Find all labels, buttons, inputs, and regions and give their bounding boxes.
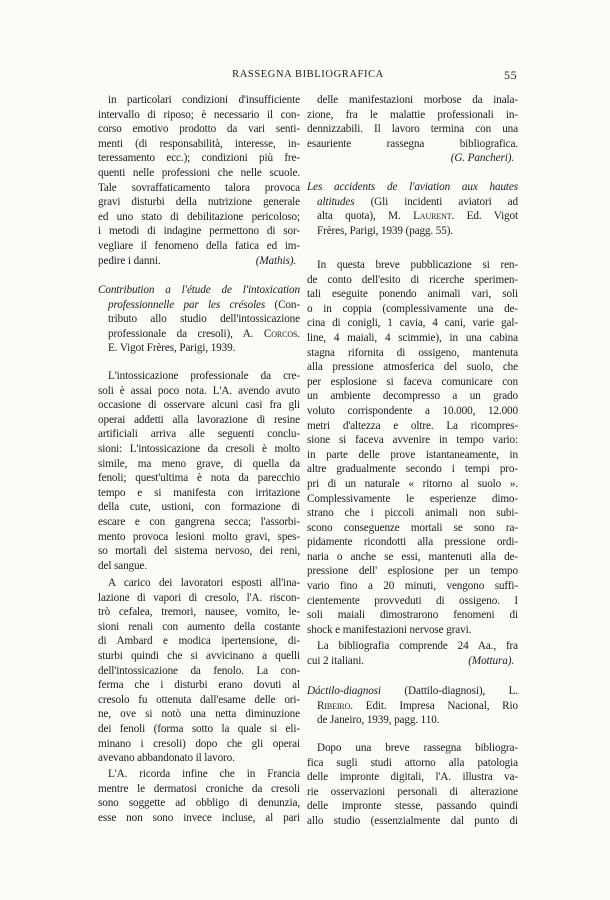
text-run: un ambiente decompresso a un grado [307,390,518,403]
text-line [98,515,300,530]
text-run: pedire i danni. [98,254,161,267]
text-line [98,737,300,752]
text-run: lazione di vapori di cresolo, l'A. riscon- [98,591,300,604]
text-line [98,457,300,472]
text-line [307,258,518,273]
text-run: dei fenoli (forma sotto la quale si eli- [98,722,300,735]
text-line [98,239,300,254]
text-line [307,360,518,375]
text-run: minano i cresoli) dopo che gli operai [98,737,300,750]
text-run: menti (di responsabilità, interesse, in- [98,137,300,150]
text-line [307,492,518,507]
text-line [307,579,518,594]
text-run: In questa breve pubblicazione si ren- [317,259,518,271]
text-run: mentre le dermatosi croniche da cresoli [98,782,300,795]
text-run: vegliare il fenomeno della fatica ed im- [98,239,300,252]
text-line [307,389,518,404]
text-line [307,346,518,361]
text-run: di Ambard e modica ipertensione, di- [98,635,300,648]
text-line [98,796,300,811]
text-run: alta quota), M. [317,210,414,223]
bibliographic-entry-title [307,180,518,238]
text-run: soli è assai poco nota. L'A. avendo avuto [98,384,300,397]
text-line [307,462,518,477]
text-line [98,693,300,708]
text-run: trò cefalea, tremori, nausee, vomito, le- [98,606,300,619]
text-line [98,327,300,342]
text-run: ed uno stato di debilitazione pericoloso; [98,210,300,223]
paragraph [307,639,518,668]
text-line [307,404,518,419]
text-line [98,210,300,225]
text-run: delle manifestazioni morbose da inala- [317,94,518,106]
text-run: sono soggette ad obbligo di denunzia, [98,797,300,810]
text-line [98,427,300,442]
text-line [98,442,300,457]
text-run: ne, ove si notò una netta diminuzione [98,708,300,721]
text-line [307,654,518,669]
text-line [307,699,518,714]
text-line [98,530,300,545]
text-line [98,811,300,826]
text-line [98,782,300,797]
text-line [307,550,518,565]
text-run: esse non sono invece incluse, al pari [98,811,300,824]
text-run: La bibliografia comprende 24 Aa., fra [317,640,518,652]
author-name: Ribeiro [317,699,351,712]
text-run: de Janeiro, 1939, pagg. 110. [317,714,440,727]
text-run: delle impronte stesse, passando quindi [307,800,518,813]
text-run: dell'intossicazione da fenolo. La con- [98,664,300,677]
reviewer-signature: (Mottura). [468,654,514,667]
text-line [98,341,300,356]
text-run: strano che i piccoli animali non subi- [307,507,518,520]
text-run: L'intossicazione professionale da cre- [108,370,300,382]
text-line [307,594,518,609]
text-line [98,384,300,399]
text-line [307,287,518,302]
text-run: Complessivamente le esperienze dimo- [307,492,518,505]
paragraph [98,93,300,268]
text-line [307,448,518,463]
text-line [307,331,518,346]
text-line [307,770,518,785]
text-run: delle impronte digitali, l'A. illustra va- [307,771,518,784]
text-line [98,767,300,782]
bibliographic-entry-title [307,684,518,728]
text-line [98,576,300,591]
author-name: Laurent [413,210,452,223]
text-line [307,814,518,829]
text-run: o in coppia (complessivamente una de- [307,302,518,315]
author-name: Corcos. [263,327,300,340]
text-run: avevano abbandonato il lavoro. [98,752,235,765]
text-line [307,756,518,771]
text-line [307,623,518,638]
text-run: Tale sovraffaticamento talora provoca [98,181,300,194]
text-line [98,500,300,515]
text-line [98,298,300,313]
text-run: sione si faceva avvenire in tempo vario: [307,434,518,447]
text-line [98,151,300,166]
text-run: sioni renali con aumento della costante [98,620,300,633]
text-line [307,521,518,536]
text-run: cina di conigli, 1 cavia, 4 cani, varie gal- [307,317,518,330]
text-run: artificiali arriva alle seguenti conclu- [98,428,300,441]
text-run: i metodi di indagine permettono di sor- [98,225,300,238]
text-run: pressione dell' esplosione per un tempo [307,565,518,578]
italic-title-text: Contribution a l'étude de l'intoxication [98,284,300,296]
text-line [307,137,518,152]
text-run: altre gradualmente secondo i tempi pro- [307,463,518,476]
paragraph [307,93,518,166]
running-title: RASSEGNA BIBLIOGRAFICA [232,69,384,80]
text-run: stagna rifornita di ossigeno, mantenuta [307,346,518,359]
text-run: zione, fra le malattie professionali in- [307,108,518,121]
text-run: del sangue. [98,559,148,572]
text-line [307,195,518,210]
text-run: in parte delle prove istantaneamente, in [307,448,518,461]
text-line [307,122,518,137]
text-line [307,506,518,521]
text-line [307,799,518,814]
text-line [98,559,300,574]
text-line [307,316,518,331]
text-run: vario fino a 20 minuti, vengono suffi- [307,580,518,593]
text-run: sioni: L'intossicazione da cresoli è molto [98,442,300,455]
text-run: tali eseguite ponendo animali vari, soli [307,288,518,301]
text-line [307,93,518,108]
text-line [98,195,300,210]
text-line [98,108,300,123]
text-run: E. Vigot Frères, Parigi, 1939. [108,342,236,355]
text-run: tributo allo studio dell'intossicazione [108,313,300,326]
text-line [307,741,518,756]
text-run: teressamento ecc.); condizioni più fre- [98,152,300,165]
text-run: . Ed. Vigot [451,210,518,223]
text-line [307,608,518,623]
text-run: pidamente ricondotti alla pressione ordi- [307,536,518,549]
text-line [98,398,300,413]
text-line [307,684,518,699]
text-line [98,369,300,384]
text-line [307,151,518,166]
text-line [98,137,300,152]
text-run: soli maiali dimostrarono fenomeni di [307,609,518,622]
bibliographic-entry-title [98,283,300,356]
paragraph [307,741,518,829]
text-run: (Con- [265,298,300,311]
text-run: operai addetti alla lavorazione di resine [98,413,300,426]
text-run: rie osservazioni personali di alterazione [307,785,518,798]
text-run: dennizzabili. Il lavoro termina con una [307,123,518,136]
text-run: corso emotivo prodotto da vari senti- [98,123,300,136]
text-run: line, 4 maiali, 4 scimmie), in una cabina [307,331,518,344]
text-run: de conto dell'esito di ricerche sperimen- [307,273,518,286]
text-line [98,620,300,635]
text-run: (Gli incidenti aviatori ad [354,195,518,208]
text-line [98,254,300,269]
text-line [307,419,518,434]
text-run: metri d'altezza e oltre. La ricompres- [307,419,518,432]
text-run: cui 2 italiani. [307,654,364,667]
text-run: Dopo una breve rassegna bibliogra- [317,742,518,754]
text-line [307,209,518,224]
text-line [98,122,300,137]
text-line [307,564,518,579]
text-line [98,751,300,766]
text-line [98,605,300,620]
text-line [307,224,518,239]
text-line [307,535,518,550]
text-line [98,224,300,239]
text-run: escare e con gangrena secca; l'assorbi- [98,515,300,528]
text-line [307,477,518,492]
text-line [98,664,300,679]
text-line [98,166,300,181]
text-line [98,678,300,693]
text-run: fenoli; quest'ultima è nota da parecchio [98,472,300,485]
text-run: occasione di osservare alcuni casi fra gli [98,399,300,412]
text-run: in particolari condizioni d'insufficiente [108,94,300,106]
text-run: shock e manifestazioni nervose gravi. [307,623,472,636]
text-run: fica sugli studi attorno alla patologia [307,756,518,769]
text-line [307,785,518,800]
text-line [307,108,518,123]
text-run: tempo e si manifesta con irritazione [98,486,300,499]
text-run: (Dattilo-diagnosi), L. [380,685,518,697]
text-run: Frères, Parigi, 1939 (pagg. 55). [317,224,453,237]
text-line [98,591,300,606]
paragraph [98,576,300,766]
text-run: sturbi quindi che si avvicinano a quelli [98,649,300,662]
text-run: mento provoca lesioni molto gravi, spes- [98,530,300,543]
text-run: . Edit. Impresa Nacional, Rio [350,699,518,712]
text-line [98,471,300,486]
text-run: gravi disturbi della nutrizione generale [98,196,300,209]
reviewer-signature: (Mathis). [255,254,296,267]
text-run: allo studio (essenzialmente dal punto di [307,814,518,827]
text-line [98,544,300,559]
text-line [98,283,300,298]
text-line [98,93,300,108]
text-line [98,634,300,649]
text-run: cresolo fu ottenuta dall'esame delle ori- [98,693,300,706]
text-line [98,722,300,737]
text-line [98,181,300,196]
text-run: ferma che i disturbi erano dovuti al [98,679,300,692]
text-line [307,639,518,654]
reviewer-signature: (G. Pancheri). [450,152,514,165]
text-run: naria o anche se essi, mantenuti alla de- [307,550,518,563]
text-run: esauriente rassegna bibliografica. [307,137,518,150]
paragraph [98,369,300,573]
text-line [98,312,300,327]
text-run: per esplosione si faceva comunicare con [307,375,518,388]
text-line [307,433,518,448]
italic-title-text: Dáctilo-diagnosi [307,685,381,697]
text-run: alla pressione atmosferica del suolo, che [307,361,518,374]
italic-title-text: Les accidents de l'aviation aux hautes [307,181,518,193]
text-line [98,486,300,501]
text-run: professionale da cresoli), A. [108,327,264,340]
text-run: quenti nelle professioni che nelle scuole. [98,166,300,179]
paragraph [98,767,300,825]
text-line [307,273,518,288]
text-run: della cute, ustioni, con formazione di [98,501,300,514]
text-run: voluto corrispondente a 10.000, 12.000 [307,404,518,417]
paragraph [307,258,518,637]
text-line [307,375,518,390]
text-run: simile, ma meno grave, di quella da [98,457,300,470]
text-run: L'A. ricorda infine che in Francia [108,768,300,780]
text-line [307,180,518,195]
italic-title-text: professionnelle par les crésoles [108,298,266,311]
text-run: A carico dei lavoratori esposti all'ina- [108,577,300,589]
text-line [98,413,300,428]
text-run: so mortali del sistema nervoso, dei reni, [98,545,300,558]
text-run: pri di un naturale « ritorno al suolo ». [307,477,518,490]
text-line [307,713,518,728]
text-line [307,302,518,317]
text-run: cientemente provveduti di ossigeno. I [307,594,518,607]
text-run: intervallo di riposo; è necessario il con- [98,108,300,121]
italic-title-text: altitudes [317,195,355,208]
text-line [98,707,300,722]
page-number: 55 [504,68,518,82]
text-run: scono conseguenze mortali se sono ra- [307,521,518,534]
text-line [98,649,300,664]
